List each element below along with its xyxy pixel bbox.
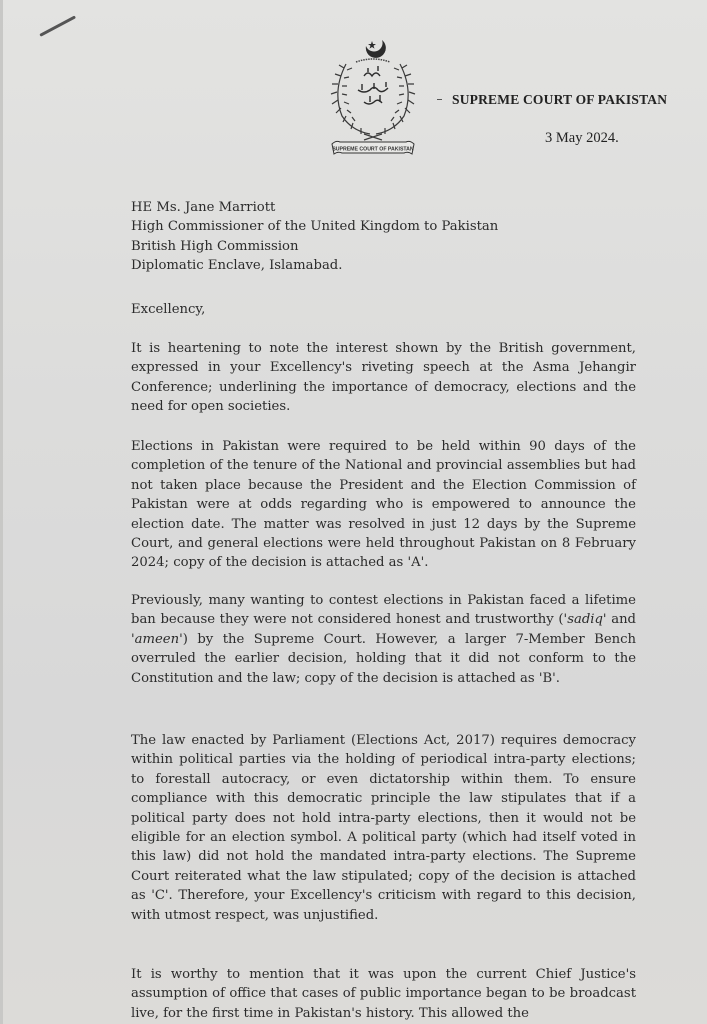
text-run: ') by the Supreme Court. However, a larger 7-Member Bench overruled the earlier decision, holding that it did not conform to the Constitution and the law; copy of the decision is attached as 'B'. [131, 631, 636, 686]
wreath-right [376, 64, 415, 134]
paragraph-5 [131, 965, 636, 1023]
paragraph-3 [131, 591, 636, 688]
salutation: Excellency, [131, 302, 206, 317]
term-ameen: ameen [134, 631, 180, 647]
paragraph-text: It is heartening to note the interest shown by the British government, expressed in your Excellency's riveting speech at the Asma Jehangir Conference; underlining the importance of democracy, elections and the need for open societies. [131, 341, 636, 415]
paragraph-text [131, 591, 636, 688]
court-emblem-icon [328, 36, 418, 158]
recipient-address [131, 198, 636, 276]
paragraph-text: The law enacted by Parliament (Elections Act, 2017) requires democracy within political parties via the holding of periodical intra-party elections; to forestall autocracy, or even dictatorship within them. To ensure compliance with this democratic principle the law stipulates that if a political party does not hold intra-party elections, then it would not be eligible for an election symbol. A political party (which had itself voted in this law) did not hold the mandated intra-party elections. The Supreme Court reiterated what the law stipulated; copy of the decision is attached as 'C'. Therefore, your Excellency's criticism with regard to this decision, with utmost respect, was unjustified. [131, 733, 636, 923]
pen-mark [39, 15, 76, 36]
address-line: British High Commission [131, 238, 299, 254]
paragraph-text: It is worthy to mention that it was upon the current Chief Justice's assumption of office that cases of public importance began to be broadcast live, for the first time in Pakistan's history. This allowed the [131, 967, 636, 1021]
address-line: Diplomatic Enclave, Islamabad. [131, 258, 343, 274]
letter-date: 3 May 2024. [545, 130, 619, 146]
text-run: Previously, many wanting to contest elections in Pakistan faced a lifetime ban because they were not considered honest and trustworthy (' [131, 593, 636, 628]
address-line: HE Ms. Jane Marriott [131, 200, 276, 215]
dash-mark [437, 99, 442, 100]
court-name-heading: SUPREME COURT OF PAKISTAN [452, 92, 668, 107]
page-edge [0, 0, 3, 1024]
paragraph-1 [131, 339, 636, 417]
emblem-banner [332, 141, 414, 154]
wreath-left [331, 64, 370, 134]
calligraphy [358, 66, 388, 104]
paragraph-4 [131, 731, 636, 925]
address-line: High Commissioner of the United Kingdom to Pakistan [131, 219, 499, 235]
text-run: ' and ' [131, 612, 637, 647]
svg-text:SUPREME COURT OF PAKISTAN: SUPREME COURT OF PAKISTAN [332, 146, 414, 153]
term-sadiq: sadiq [567, 612, 603, 628]
paragraph-2 [131, 437, 636, 573]
crescent-star-icon [366, 40, 386, 58]
paragraph-text: Elections in Pakistan were required to be held within 90 days of the completion of the tenure of the National and provincial assemblies but had not taken place because the President and the Election Commission of Pakistan were at odds regarding who is empowered to announce the election date. The matter was resolved in just 12 days by the Supreme Court, and general elections were held throughout Pakistan on 8 February 2024; copy of the decision is attached as 'A'. [131, 439, 636, 571]
